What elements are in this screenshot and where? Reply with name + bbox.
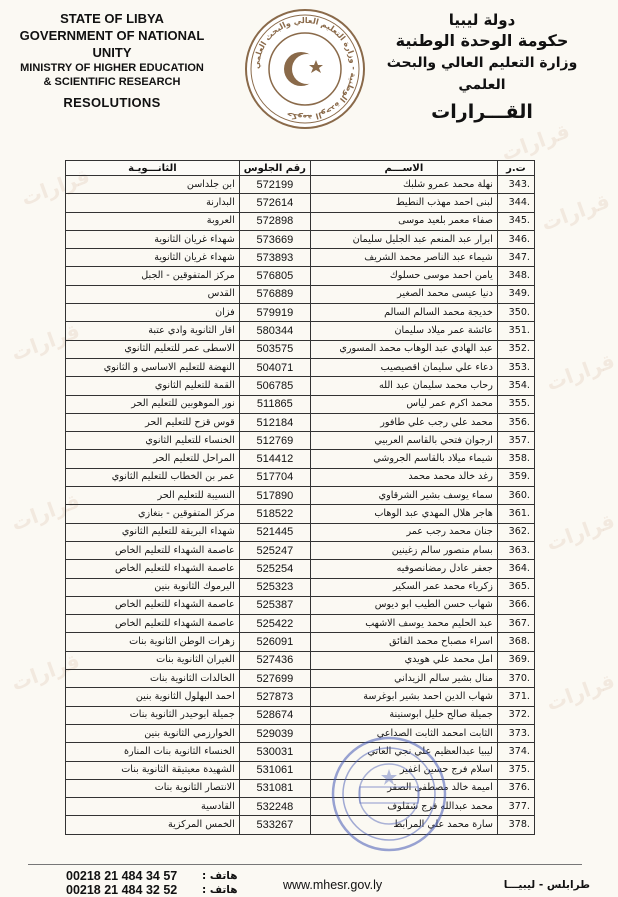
seat-number-cell: 525247 (239, 541, 310, 559)
name-cell: ارجوان فتحي بالقاسم العربيي (310, 432, 497, 450)
name-cell: عبد الحليم محمد يوسف الاشهب (310, 615, 497, 633)
index-cell: 378. (497, 816, 534, 834)
index-cell: 355. (497, 395, 534, 413)
school-cell: الاسطى عمر للتعليم الثانوي (66, 340, 240, 358)
index-cell: 375. (497, 761, 534, 779)
school-cell: العروبة (66, 212, 240, 230)
seat-number-cell: 512769 (239, 432, 310, 450)
school-cell: الخنساء الثانوية بنات المنارة (66, 743, 240, 761)
seat-number-cell: 576805 (239, 267, 310, 285)
school-cell: اقار الثانوية وادي عتبة (66, 322, 240, 340)
school-cell: زهرات الوطن الثانوية بنات (66, 633, 240, 651)
index-cell: 347. (497, 249, 534, 267)
table-row (66, 340, 535, 358)
name-cell: اميمة خالد مصطفى الصقر (310, 779, 497, 797)
name-cell: منال بشير سالم الزيداني (310, 670, 497, 688)
index-cell: 354. (497, 377, 534, 395)
table-row (66, 761, 535, 779)
school-cell: عاصمة الشهداء للتعليم الخاص (66, 560, 240, 578)
index-cell: 363. (497, 541, 534, 559)
state-title-en: STATE OF LIBYA (60, 11, 164, 26)
seat-number-cell: 527436 (239, 651, 310, 669)
seat-number-cell: 528674 (239, 706, 310, 724)
table-row (66, 304, 535, 322)
index-cell: 366. (497, 596, 534, 614)
table-row (66, 779, 535, 797)
footer-divider (28, 864, 582, 865)
resolutions-title-en: RESOLUTIONS (63, 95, 161, 110)
name-cell: دعاء علي سليمان اقصيصيب (310, 358, 497, 376)
school-cell: قوس قزح للتعليم الحر (66, 413, 240, 431)
column-header-index: ت.ر (497, 161, 534, 176)
school-cell: النسيبة للتعليم الحر (66, 487, 240, 505)
footer-city: طرابلس - ليبيـــا (503, 879, 590, 891)
name-cell: شهاب الدين احمد بشير ابوغرسة (310, 688, 497, 706)
state-title-ar: دولة ليبيا (448, 11, 516, 29)
seat-number-cell: 506785 (239, 377, 310, 395)
name-cell: سارة محمد علي المرابط (310, 816, 497, 834)
index-cell: 373. (497, 724, 534, 742)
seat-number-cell: 518522 (239, 505, 310, 523)
seat-number-cell: 503575 (239, 340, 310, 358)
watermark: قرارات (543, 348, 618, 396)
table-row (66, 560, 535, 578)
name-cell: سماء يوسف بشير الشرقاوي (310, 487, 497, 505)
index-cell: 369. (497, 651, 534, 669)
table-row (66, 450, 535, 468)
name-cell: ابرار عبد المنعم عبد الجليل سليمان (310, 230, 497, 248)
table-row (66, 413, 535, 431)
seat-number-cell: 573669 (239, 230, 310, 248)
table-row (66, 743, 535, 761)
table-row (66, 670, 535, 688)
name-cell: هاجر هلال المهدي عبد الوهاب (310, 505, 497, 523)
seat-number-cell: 573893 (239, 249, 310, 267)
seat-number-cell: 531081 (239, 779, 310, 797)
name-cell: شيماء ميلاد بالقاسم الجروشي (310, 450, 497, 468)
school-cell: اليرموك الثانوية بنين (66, 578, 240, 596)
seat-number-cell: 517704 (239, 468, 310, 486)
index-cell: 343. (497, 176, 534, 194)
school-cell: احمد البهلول الثانوية بنين (66, 688, 240, 706)
seat-number-cell: 579919 (239, 304, 310, 322)
school-cell: مركز المتفوقين - الجبل (66, 267, 240, 285)
school-cell: شهداء غريان الثانوية (66, 249, 240, 267)
name-cell: الثابت امحمد الثابت الصداعي (310, 724, 497, 742)
index-cell: 377. (497, 798, 534, 816)
seat-number-cell: 580344 (239, 322, 310, 340)
school-cell: القمة للتعليم الثانوي (66, 377, 240, 395)
name-cell: اسلام فرج حسين اغفير (310, 761, 497, 779)
table-row (66, 633, 535, 651)
name-cell: جنان محمد رجب عمر (310, 523, 497, 541)
index-cell: 361. (497, 505, 534, 523)
watermark: قرارات (8, 648, 83, 696)
table-row (66, 176, 535, 194)
table-row (66, 615, 535, 633)
name-cell: محمد علي رجب علي طافور (310, 413, 497, 431)
name-cell: خديجة محمد السالم السالم (310, 304, 497, 322)
footer-phone-1: 00218 21 484 34 57 (66, 869, 178, 883)
seat-number-cell: 512184 (239, 413, 310, 431)
table-row (66, 212, 535, 230)
school-cell: الخمس المركزية (66, 816, 240, 834)
watermark: قرارات (543, 668, 618, 716)
school-cell: عاصمة الشهداء للتعليم الخاص (66, 541, 240, 559)
school-cell: القادسية (66, 798, 240, 816)
name-cell: محمد اكرم عمر لياس (310, 395, 497, 413)
seat-number-cell: 572614 (239, 194, 310, 212)
table-row (66, 432, 535, 450)
table-row (66, 487, 535, 505)
table-row (66, 651, 535, 669)
index-cell: 371. (497, 688, 534, 706)
ministry-subtitle-en: & SCIENTIFIC RESEARCH (43, 76, 181, 88)
index-cell: 357. (497, 432, 534, 450)
table-row (66, 395, 535, 413)
seat-number-cell: 521445 (239, 523, 310, 541)
school-cell: عاصمة الشهداء للتعليم الخاص (66, 615, 240, 633)
watermark: قرارات (8, 488, 83, 536)
index-cell: 346. (497, 230, 534, 248)
resolutions-title-ar: القـــرارات (431, 101, 533, 123)
seat-number-cell: 525387 (239, 596, 310, 614)
name-cell: شيماء عبد الناصر محمد الشريف (310, 249, 497, 267)
name-cell: بسام منصور سالم زغينين (310, 541, 497, 559)
column-header-school: الثانـــويـة (66, 161, 240, 176)
index-cell: 349. (497, 285, 534, 303)
watermark: قرارات (543, 508, 618, 556)
name-cell: زكرياء محمد عمر السكير (310, 578, 497, 596)
table-row (66, 377, 535, 395)
watermark: قرارات (18, 163, 93, 211)
seat-number-cell: 531061 (239, 761, 310, 779)
index-cell: 362. (497, 523, 534, 541)
index-cell: 348. (497, 267, 534, 285)
seat-number-cell: 532248 (239, 798, 310, 816)
seat-number-cell: 576889 (239, 285, 310, 303)
name-cell: لبنى احمد مهذب النطيط (310, 194, 497, 212)
table-row (66, 596, 535, 614)
table-row (66, 267, 535, 285)
seat-number-cell: 514412 (239, 450, 310, 468)
header-arabic (372, 10, 592, 126)
svg-text:حكومة الوحدة الوطنية - وزارة ا: حكومة الوحدة الوطنية - وزارة التعليم العالي والبحث العلمي (251, 15, 359, 123)
table-row (66, 724, 535, 742)
index-cell: 368. (497, 633, 534, 651)
school-cell: شهداء غريان الثانوية (66, 230, 240, 248)
ministry-title-en: MINISTRY OF HIGHER EDUCATION (20, 62, 204, 74)
school-cell: الشهيدة معيتيقة الثانوية بنات (66, 761, 240, 779)
seat-number-cell: 527873 (239, 688, 310, 706)
school-cell: مركز المتفوقين - بنغازي (66, 505, 240, 523)
index-cell: 364. (497, 560, 534, 578)
table-row (66, 322, 535, 340)
seat-number-cell: 525422 (239, 615, 310, 633)
seat-number-cell: 526091 (239, 633, 310, 651)
school-cell: البدارنة (66, 194, 240, 212)
index-cell: 376. (497, 779, 534, 797)
name-cell: عائشة عمر ميلاد سليمان (310, 322, 497, 340)
footer-phone-2: 00218 21 484 32 52 (66, 883, 178, 897)
column-header-seat-number: رقم الجلوس (239, 161, 310, 176)
index-cell: 365. (497, 578, 534, 596)
name-cell: جعفر عادل رمضانصوفيه (310, 560, 497, 578)
table-row (66, 468, 535, 486)
school-cell: النهضة للتعليم الاساسي و الثانوي (66, 358, 240, 376)
table-row (66, 706, 535, 724)
government-title-ar: حكومة الوحدة الوطنية (395, 31, 569, 50)
table-row (66, 230, 535, 248)
name-cell: اسراء مصباح محمد الفائق (310, 633, 497, 651)
school-cell: فزان (66, 304, 240, 322)
index-cell: 367. (497, 615, 534, 633)
header-english (12, 10, 212, 110)
school-cell: الخوارزمي الثانوية بنين (66, 724, 240, 742)
school-cell: الغيران الثانوية بنات (66, 651, 240, 669)
table-row (66, 194, 535, 212)
school-cell: جميلة ابوحيدر الثانوية بنات (66, 706, 240, 724)
index-cell: 352. (497, 340, 534, 358)
footer-phone-label-1: هاتف : (202, 870, 238, 882)
seat-number-cell: 525254 (239, 560, 310, 578)
index-cell: 360. (497, 487, 534, 505)
name-cell: رغد خالد محمد محمد (310, 468, 497, 486)
footer-website-link[interactable]: www.mhesr.gov.ly (283, 878, 383, 892)
name-cell: دنيا عيسى محمد الصغير (310, 285, 497, 303)
name-cell: امل محمد علي هويدي (310, 651, 497, 669)
seat-number-cell: 527699 (239, 670, 310, 688)
school-cell: نور الموهوبين للتعليم الحر (66, 395, 240, 413)
seat-number-cell: 517890 (239, 487, 310, 505)
seat-number-cell: 529039 (239, 724, 310, 742)
index-cell: 358. (497, 450, 534, 468)
name-cell: ليبيا عبدالعظيم علي نجي العاتي (310, 743, 497, 761)
school-cell: عاصمة الشهداء للتعليم الخاص (66, 596, 240, 614)
school-cell: المراحل للتعليم الحر (66, 450, 240, 468)
table-row (66, 523, 535, 541)
table-header-row (66, 161, 535, 176)
name-cell: رحاب محمد سليمان عبد الله (310, 377, 497, 395)
name-cell: يامن احمد موسى حسلوك (310, 267, 497, 285)
ministry-title-ar: وزارة التعليم العالي والبحث العلمي (386, 55, 578, 93)
school-cell: ابن جلداسن (66, 176, 240, 194)
table-row (66, 541, 535, 559)
index-cell: 353. (497, 358, 534, 376)
school-cell: شهداء البريقة للتعليم الثانوي (66, 523, 240, 541)
column-header-name: الاســـم (310, 161, 497, 176)
school-cell: الانتصار الثانوية بنات (66, 779, 240, 797)
table-row (66, 505, 535, 523)
index-cell: 372. (497, 706, 534, 724)
official-stamp-icon (330, 735, 448, 853)
school-cell: عمر بن الخطاب للتعليم الثانوي (66, 468, 240, 486)
seat-number-cell: 511865 (239, 395, 310, 413)
results-table (65, 160, 535, 835)
table-row (66, 358, 535, 376)
index-cell: 351. (497, 322, 534, 340)
name-cell: محمد عبدالله فرج شقلوف (310, 798, 497, 816)
table-body (66, 176, 535, 835)
table-row (66, 816, 535, 834)
index-cell: 350. (497, 304, 534, 322)
school-cell: الخالدات الثانوية بنات (66, 670, 240, 688)
government-title-en: GOVERNMENT OF NATIONAL UNITY (19, 28, 205, 60)
table-row (66, 578, 535, 596)
watermark: قرارات (498, 118, 573, 166)
watermark: قرارات (8, 318, 83, 366)
name-cell: جميلة صالح خليل ابوسنينة (310, 706, 497, 724)
seat-number-cell: 525323 (239, 578, 310, 596)
table-row (66, 285, 535, 303)
footer-phone-label-2: هاتف : (202, 884, 238, 896)
school-cell: الخنساء للتعليم الثانوي (66, 432, 240, 450)
name-cell: عبد الهادي عبد الوهاب محمد المسوري (310, 340, 497, 358)
index-cell: 356. (497, 413, 534, 431)
index-cell: 359. (497, 468, 534, 486)
index-cell: 374. (497, 743, 534, 761)
watermark: قرارات (538, 188, 613, 236)
seat-number-cell: 572199 (239, 176, 310, 194)
name-cell: صفاء معمر بلعيد موسى (310, 212, 497, 230)
seat-number-cell: 530031 (239, 743, 310, 761)
name-cell: شهاب حسن الطيب ابو ديوس (310, 596, 497, 614)
index-cell: 370. (497, 670, 534, 688)
index-cell: 345. (497, 212, 534, 230)
table-row (66, 249, 535, 267)
name-cell: نهلة محمد عمرو شلبك (310, 176, 497, 194)
table-row (66, 798, 535, 816)
seat-number-cell: 504071 (239, 358, 310, 376)
index-cell: 344. (497, 194, 534, 212)
seat-number-cell: 533267 (239, 816, 310, 834)
school-cell: القدس (66, 285, 240, 303)
ministry-seal-icon (244, 8, 366, 130)
table-row (66, 688, 535, 706)
seat-number-cell: 572898 (239, 212, 310, 230)
